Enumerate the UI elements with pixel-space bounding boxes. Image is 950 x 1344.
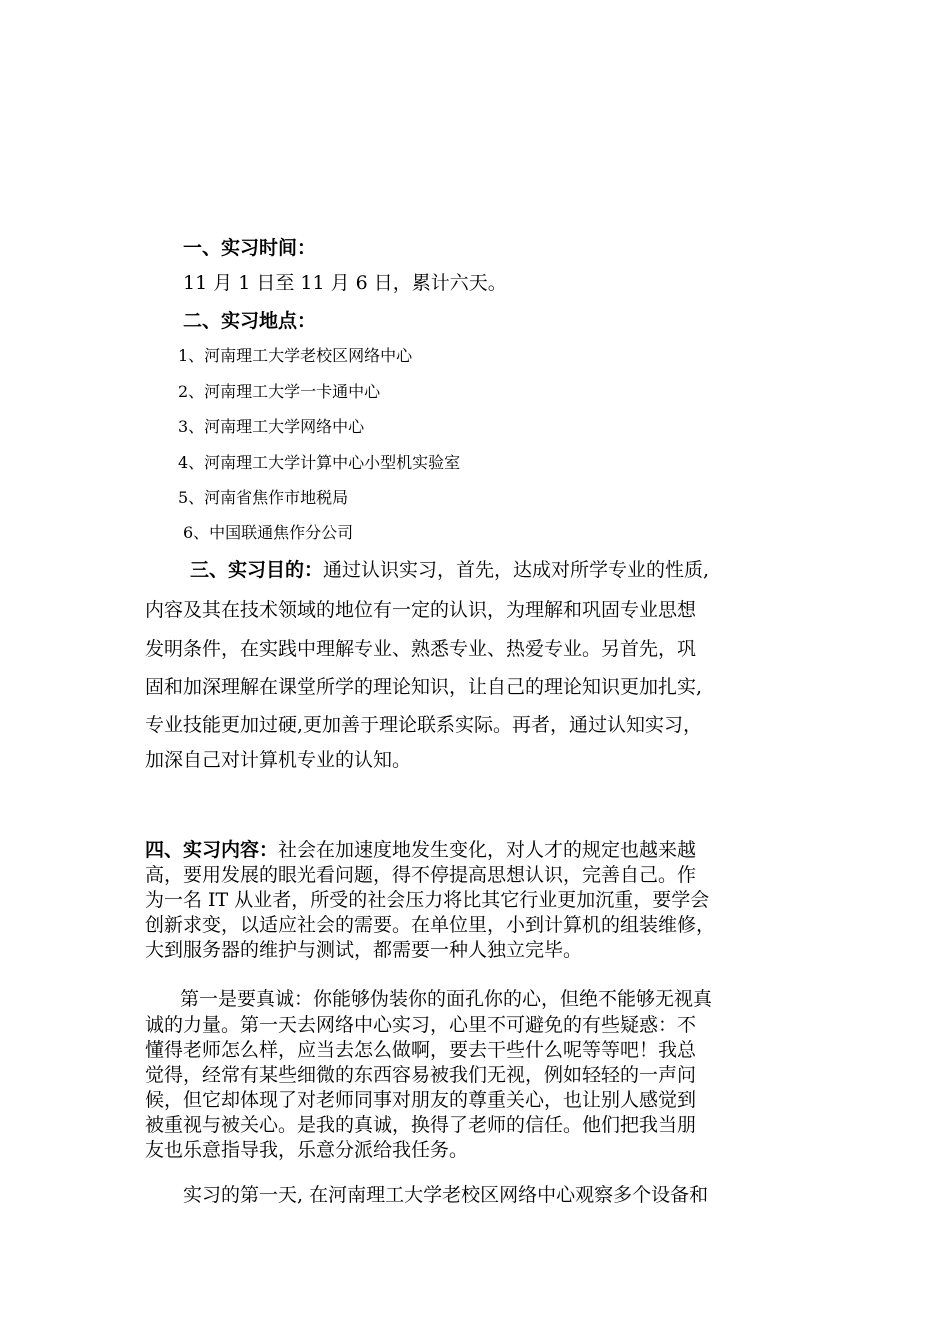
purpose-line: 内容及其在技术领域的地位有一定的认识，为理解和巩固专业思想 <box>145 599 697 621</box>
purpose-line: 固和加深理解在课堂所学的理论知识，让自己的理论知识更加扎实, <box>145 676 703 698</box>
sincere-line: 第一是要真诚：你能够伪装你的面孔你的心，但绝不能够无视真 <box>180 988 713 1010</box>
sincere-line: 友也乐意指导我，乐意分派给我任务。 <box>145 1139 469 1161</box>
sincere-line: 候，但它却体现了对老师同事对朋友的尊重关心，也让别人感觉到 <box>145 1089 697 1111</box>
place-list-item: 6、中国联通焦作分公司 <box>183 523 354 542</box>
place-list-item: 3、河南理工大学网络中心 <box>178 417 365 436</box>
content-line: 创新求变，以适应社会的需要。在单位里，小到计算机的组装维修， <box>145 914 716 936</box>
content-line: 为一名 IT 从业者，所受的社会压力将比其它行业更加沉重，要学会 <box>145 889 710 911</box>
place-list-item: 1、河南理工大学老校区网络中心 <box>178 346 413 365</box>
section-place-heading: 二、实习地点： <box>183 310 317 332</box>
purpose-line: 专业技能更加过硬,更加善于理论联系实际。再者，通过认知实习， <box>145 714 703 736</box>
purpose-line: 发明条件，在实践中理解专业、熟悉专业、热爱专业。另首先，巩 <box>145 638 697 660</box>
content-line-first <box>145 835 696 862</box>
place-list-item: 2、河南理工大学一卡通中心 <box>178 382 381 401</box>
purpose-line: 加深自己对计算机专业的认知。 <box>145 749 412 771</box>
content-line: 大到服务器的维护与测试，都需要一种人独立完毕。 <box>145 939 583 961</box>
sincere-line: 觉得，经常有某些细微的东西容易被我们无视，例如轻轻的一声问 <box>145 1064 697 1086</box>
place-list-item: 4、河南理工大学计算中心小型机实验室 <box>178 453 461 472</box>
section-time-text: 11 月 1 日至 11 月 6 日，累计六天。 <box>183 272 507 294</box>
section-content-heading: 四、实习内容： <box>145 839 279 861</box>
section-time-heading: 一、实习时间： <box>183 237 317 259</box>
content-text: 社会在加速度地发生变化，对人才的规定也越来越 <box>278 839 697 861</box>
purpose-text: 通过认识实习，首先，达成对所学专业的性质, <box>323 559 710 581</box>
sincere-line: 被重视与被关心。是我的真诚，换得了老师的信任。他们把我当朋 <box>145 1114 697 1136</box>
sincere-line: 诚的力量。第一天去网络中心实习，心里不可避免的有些疑惑：不 <box>145 1014 697 1036</box>
content-line: 高，要用发展的眼光看问题，得不停提高思想认识，完善自己。作 <box>145 864 697 886</box>
sincere-line: 懂得老师怎么样，应当去怎么做啊，要去干些什么呢等等吧！我总 <box>145 1039 697 1061</box>
section-purpose-heading: 三、实习目的： <box>190 559 324 581</box>
firstday-line: 实习的第一天, 在河南理工大学老校区网络中心观察多个设备和 <box>183 1184 709 1206</box>
place-list-item: 5、河南省焦作市地税局 <box>178 488 349 507</box>
purpose-line-first <box>190 555 709 582</box>
